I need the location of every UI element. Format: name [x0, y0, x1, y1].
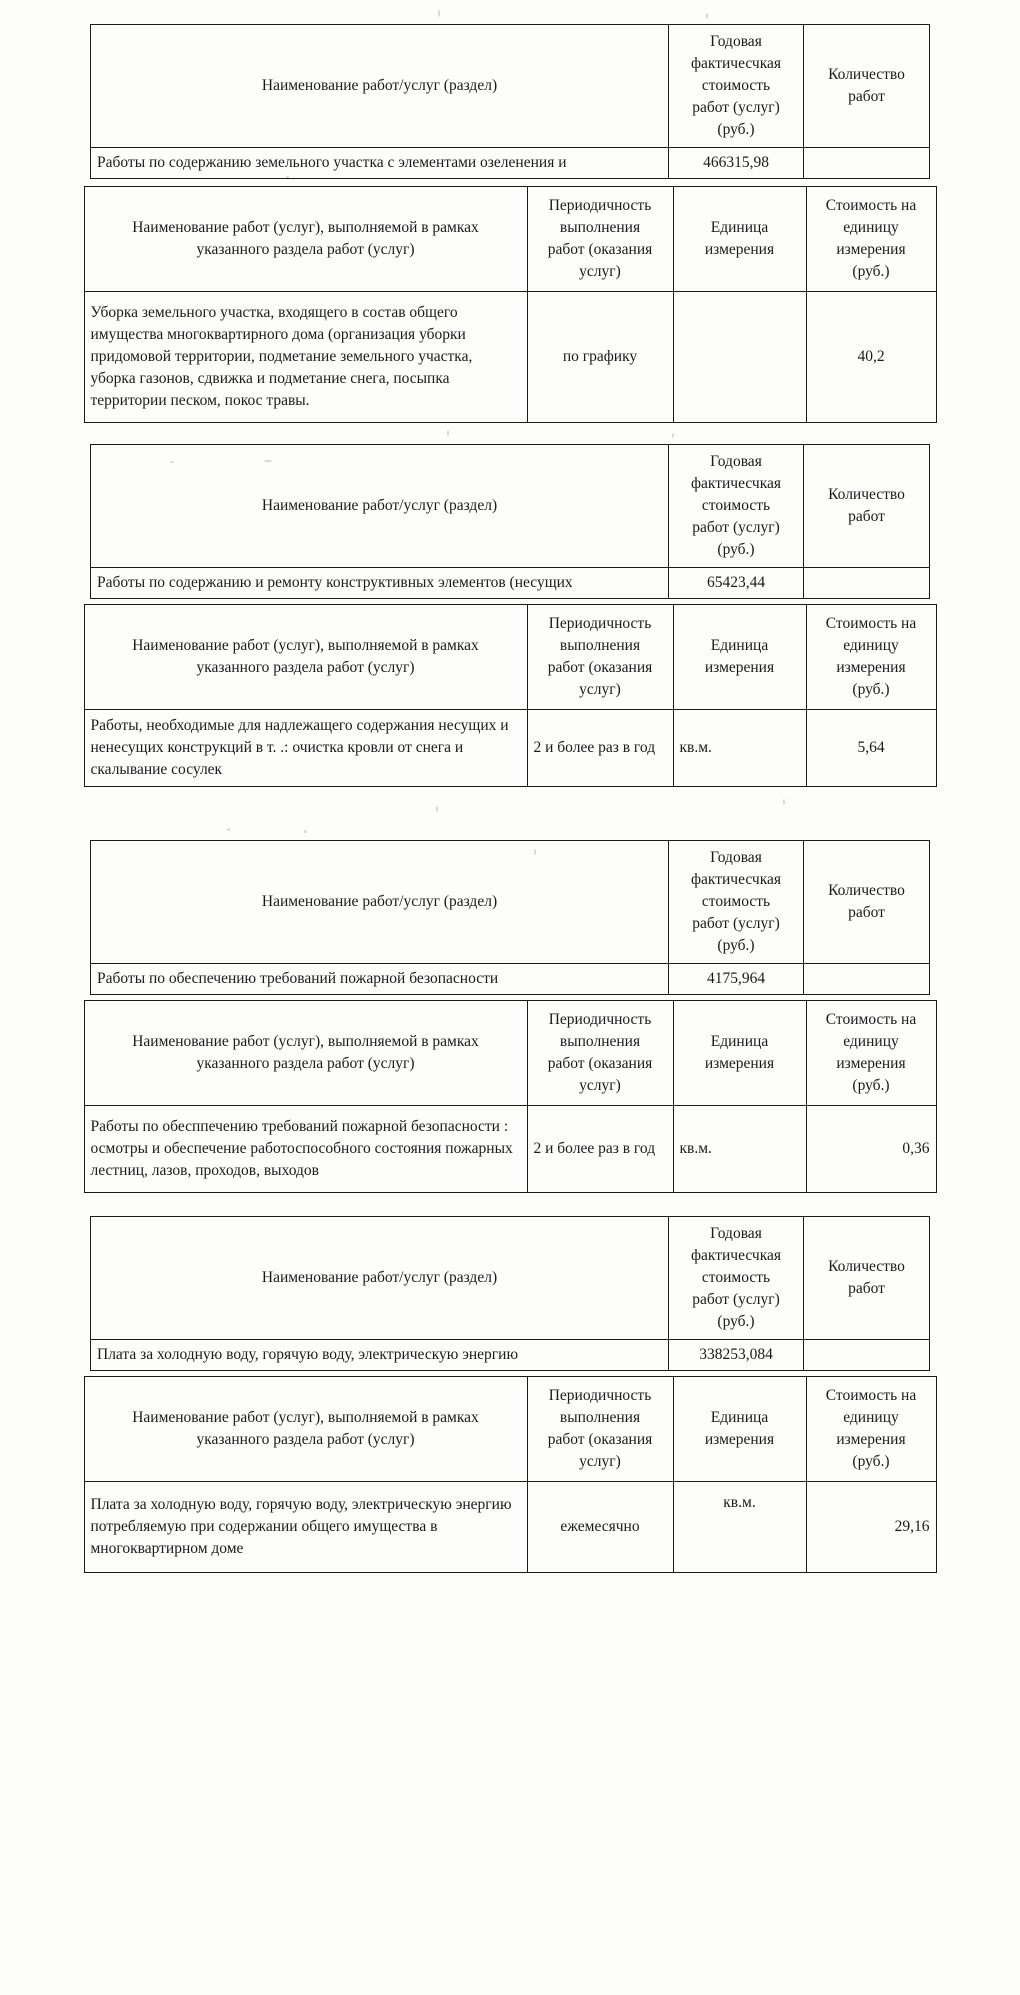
header-periodicity-line-2: выполнения	[559, 219, 641, 236]
header-price-line-3: измерения	[836, 659, 906, 676]
summary-service-name: Плата за холодную воду, горячую воду, электрическую энергию	[91, 1340, 669, 1371]
scan-speck	[438, 10, 440, 17]
table-header-row	[91, 25, 930, 148]
header-cost-line-5: (руб.)	[717, 121, 755, 138]
table-header-row	[84, 1377, 936, 1482]
summary-annual-cost: 338253,084	[669, 1340, 804, 1371]
header-cost-line-4: работ (услуг)	[692, 519, 780, 536]
header-work-count	[804, 445, 930, 568]
header-unit-price	[806, 187, 936, 292]
header-service-name: Наименование работ/услуг (раздел)	[91, 1217, 669, 1340]
header-unit-line-2: измерения	[704, 1055, 775, 1072]
header-periodicity-line-2: выполнения	[559, 637, 641, 654]
section-summary-table-4	[0, 1216, 1020, 1371]
table-row	[91, 1340, 930, 1371]
detail-unit: кв.м.	[673, 710, 806, 787]
detail-unit-price: 29,16	[806, 1482, 936, 1573]
header-cost-line-4: работ (услуг)	[692, 1291, 780, 1308]
detail-unit: кв.м.	[673, 1106, 806, 1193]
header-unit	[673, 187, 806, 292]
table-row	[84, 292, 936, 423]
header-price-line-1: Стоимость на	[825, 1011, 917, 1028]
header-periodicity-line-3: работ (оказания	[547, 241, 653, 258]
summary-table	[90, 1216, 930, 1371]
header-unit-line-2: измерения	[704, 1431, 775, 1448]
header-periodicity-line-2: выполнения	[559, 1409, 641, 1426]
header-cost-line-1: Годовая	[710, 453, 762, 470]
header-price-line-1: Стоимость на	[825, 615, 917, 632]
header-periodicity-line-1: Периодичность	[548, 1387, 652, 1404]
header-cost-line-4: работ (услуг)	[692, 915, 780, 932]
header-service-name: Наименование работ/услуг (раздел)	[91, 841, 669, 964]
detail-service-name: Уборка земельного участка, входящего в состав общего имущества многоквартирного дома (организация уборки придомовой территории, подметание земельного участка, уборка газонов, сдвижка и подметание снега, посыпка территории песком, покос травы.	[84, 292, 527, 423]
header-unit-line-1: Единица	[710, 1033, 769, 1050]
header-unit	[673, 1377, 806, 1482]
header-detail-name-line-1: Наименование работ (услуг), выполняемой в рамках	[132, 219, 479, 236]
header-cost-line-2: фактичесчкая	[690, 871, 782, 888]
summary-table	[90, 840, 930, 995]
detail-periodicity: ежемесячно	[527, 1482, 673, 1573]
header-count-line-2: работ	[848, 508, 885, 525]
header-detail-name	[84, 187, 527, 292]
section-summary-table-2	[0, 444, 1020, 599]
header-detail-name-line-2: указанного раздела работ (услуг)	[196, 659, 415, 676]
header-unit-price	[806, 1001, 936, 1106]
summary-annual-cost: 4175,964	[669, 964, 804, 995]
header-detail-name	[84, 605, 527, 710]
header-detail-name-line-2: указанного раздела работ (услуг)	[196, 1431, 415, 1448]
header-cost-line-3: стоимость	[701, 893, 771, 910]
header-periodicity-line-4: услуг)	[579, 681, 621, 698]
table-row	[91, 148, 930, 179]
header-count-line-1: Количество	[828, 1258, 905, 1275]
detail-table	[84, 1376, 937, 1573]
header-cost-line-1: Годовая	[710, 33, 762, 50]
header-periodicity	[527, 605, 673, 710]
section-detail-table-4	[0, 1376, 1020, 1573]
table-row	[91, 568, 930, 599]
header-periodicity-line-3: работ (оказания	[547, 1431, 653, 1448]
table-header-row	[91, 841, 930, 964]
header-cost-line-4: работ (услуг)	[692, 99, 780, 116]
header-annual-cost	[669, 1217, 804, 1340]
header-detail-name	[84, 1377, 527, 1482]
summary-table	[90, 444, 930, 599]
scan-speck	[227, 828, 230, 831]
detail-unit-price: 5,64	[806, 710, 936, 787]
header-count-line-1: Количество	[828, 882, 905, 899]
header-price-line-2: единицу	[843, 219, 899, 236]
header-periodicity-line-2: выполнения	[559, 1033, 641, 1050]
detail-service-name: Работы по обесппечению требований пожарной безопасности : осмотры и обеспечение работоспособного состояния пожарных лестниц, лазов, проходов, выходов	[84, 1106, 527, 1193]
header-periodicity-line-3: работ (оказания	[547, 659, 653, 676]
header-price-line-4: (руб.)	[852, 263, 890, 280]
header-count-line-1: Количество	[828, 486, 905, 503]
detail-unit	[673, 292, 806, 423]
header-periodicity-line-1: Периодичность	[548, 1011, 652, 1028]
header-price-line-4: (руб.)	[852, 1453, 890, 1470]
detail-periodicity: 2 и более раз в год	[527, 710, 673, 787]
summary-work-count	[804, 568, 930, 599]
summary-work-count	[804, 964, 930, 995]
header-cost-line-2: фактичесчкая	[690, 475, 782, 492]
header-price-line-4: (руб.)	[852, 1077, 890, 1094]
header-unit-price	[806, 1377, 936, 1482]
header-work-count	[804, 1217, 930, 1340]
detail-unit-price: 40,2	[806, 292, 936, 423]
header-price-line-1: Стоимость на	[825, 197, 917, 214]
header-cost-line-5: (руб.)	[717, 1313, 755, 1330]
header-periodicity	[527, 187, 673, 292]
header-price-line-4: (руб.)	[852, 681, 890, 698]
header-price-line-2: единицу	[843, 637, 899, 654]
header-unit-line-1: Единица	[710, 637, 769, 654]
table-header-row	[91, 445, 930, 568]
header-detail-name	[84, 1001, 527, 1106]
header-cost-line-5: (руб.)	[717, 541, 755, 558]
header-periodicity-line-4: услуг)	[579, 1077, 621, 1094]
section-detail-table-1	[0, 186, 1020, 423]
header-price-line-3: измерения	[836, 1055, 906, 1072]
header-detail-name-line-1: Наименование работ (услуг), выполняемой в рамках	[132, 1033, 479, 1050]
section-summary-table-1	[0, 24, 1020, 179]
header-annual-cost	[669, 25, 804, 148]
header-service-name: Наименование работ/услуг (раздел)	[91, 25, 669, 148]
header-detail-name-line-2: указанного раздела работ (услуг)	[196, 1055, 415, 1072]
header-annual-cost	[669, 445, 804, 568]
detail-table	[84, 1000, 937, 1193]
summary-work-count	[804, 148, 930, 179]
header-unit	[673, 605, 806, 710]
header-detail-name-line-2: указанного раздела работ (услуг)	[196, 241, 415, 258]
header-count-line-2: работ	[848, 904, 885, 921]
scan-speck	[706, 13, 708, 19]
header-work-count	[804, 25, 930, 148]
summary-annual-cost: 65423,44	[669, 568, 804, 599]
header-cost-line-2: фактичесчкая	[690, 1247, 782, 1264]
scan-speck	[672, 433, 674, 438]
header-count-line-1: Количество	[828, 66, 905, 83]
header-periodicity	[527, 1377, 673, 1482]
header-periodicity-line-1: Периодичность	[548, 197, 652, 214]
detail-table	[84, 604, 937, 787]
table-header-row	[84, 1001, 936, 1106]
summary-table	[90, 24, 930, 179]
header-price-line-2: единицу	[843, 1409, 899, 1426]
detail-service-name: Работы, необходимые для надлежащего содержания несущих и ненесущих конструкций в т. .: очистка кровли от снега и скалывание сосулек	[84, 710, 527, 787]
header-cost-line-1: Годовая	[710, 1225, 762, 1242]
header-periodicity-line-4: услуг)	[579, 263, 621, 280]
header-cost-line-3: стоимость	[701, 1269, 771, 1286]
header-periodicity-line-4: услуг)	[579, 1453, 621, 1470]
table-header-row	[84, 187, 936, 292]
header-unit-price	[806, 605, 936, 710]
header-detail-name-line-1: Наименование работ (услуг), выполняемой в рамках	[132, 637, 479, 654]
header-unit	[673, 1001, 806, 1106]
table-row	[91, 964, 930, 995]
header-periodicity	[527, 1001, 673, 1106]
header-service-name: Наименование работ/услуг (раздел)	[91, 445, 669, 568]
detail-periodicity: по графику	[527, 292, 673, 423]
header-price-line-1: Стоимость на	[825, 1387, 917, 1404]
header-cost-line-3: стоимость	[701, 77, 771, 94]
table-row	[84, 1482, 936, 1573]
header-unit-line-2: измерения	[704, 241, 775, 258]
header-periodicity-line-3: работ (оказания	[547, 1055, 653, 1072]
table-row	[84, 710, 936, 787]
header-price-line-2: единицу	[843, 1033, 899, 1050]
summary-service-name: Работы по содержанию земельного участка с элементами озеленения и	[91, 148, 669, 179]
section-detail-table-3	[0, 1000, 1020, 1193]
scan-speck	[783, 799, 785, 805]
section-summary-table-3	[0, 840, 1020, 995]
summary-service-name: Работы по обеспечению требований пожарной безопасности	[91, 964, 669, 995]
summary-service-name: Работы по содержанию и ремонту конструктивных элементов (несущих	[91, 568, 669, 599]
header-unit-line-1: Единица	[710, 1409, 769, 1426]
header-unit-line-2: измерения	[704, 659, 775, 676]
summary-work-count	[804, 1340, 930, 1371]
summary-annual-cost: 466315,98	[669, 148, 804, 179]
detail-unit: кв.м.	[673, 1482, 806, 1573]
header-annual-cost	[669, 841, 804, 964]
header-periodicity-line-1: Периодичность	[548, 615, 652, 632]
scan-speck	[436, 806, 438, 812]
detail-table	[84, 186, 937, 423]
table-header-row	[91, 1217, 930, 1340]
header-detail-name-line-1: Наименование работ (услуг), выполняемой в рамках	[132, 1409, 479, 1426]
header-cost-line-2: фактичесчкая	[690, 55, 782, 72]
scan-speck	[304, 830, 307, 833]
header-price-line-3: измерения	[836, 1431, 906, 1448]
header-work-count	[804, 841, 930, 964]
section-detail-table-2	[0, 604, 1020, 787]
header-cost-line-1: Годовая	[710, 849, 762, 866]
detail-service-name: Плата за холодную воду, горячую воду, электрическую энергию потребляемую при содержании общего имущества в многоквартирном доме	[84, 1482, 527, 1573]
scan-speck	[447, 430, 449, 436]
table-header-row	[84, 605, 936, 710]
header-cost-line-5: (руб.)	[717, 937, 755, 954]
header-count-line-2: работ	[848, 1280, 885, 1297]
header-price-line-3: измерения	[836, 241, 906, 258]
header-count-line-2: работ	[848, 88, 885, 105]
detail-unit-price: 0,36	[806, 1106, 936, 1193]
header-cost-line-3: стоимость	[701, 497, 771, 514]
table-row	[84, 1106, 936, 1193]
header-unit-line-1: Единица	[710, 219, 769, 236]
detail-periodicity: 2 и более раз в год	[527, 1106, 673, 1193]
